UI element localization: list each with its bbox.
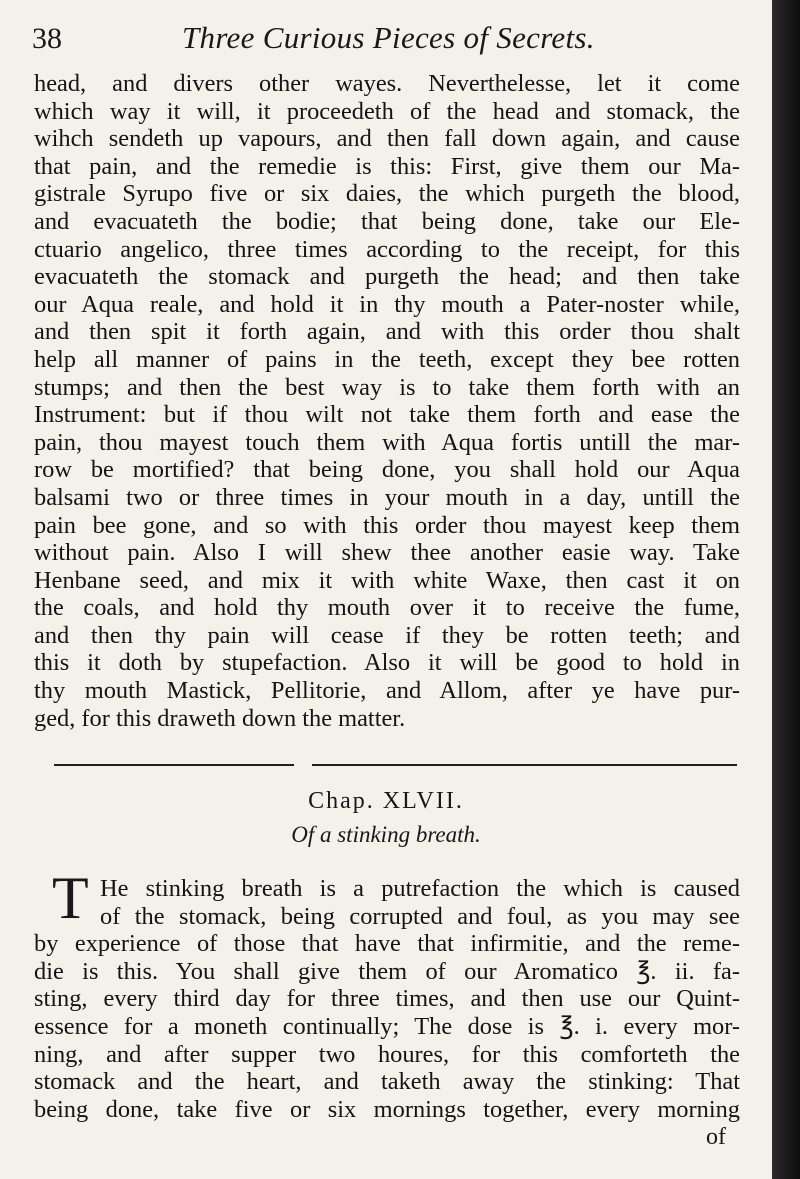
chapter-heading: Chap. XLVII. — [308, 788, 464, 814]
text-line: ged, for this draweth down the matter. — [34, 704, 406, 732]
text-line: our Aqua reale, and hold it in thy mouth a Pater-noster while, — [34, 290, 740, 318]
text-line: that pain, and the remedie is this: First, give them our Ma- — [34, 152, 740, 180]
drop-cap: T — [52, 865, 89, 931]
text-line: evacuateth the stomack and purgeth the head; and then take — [34, 263, 740, 291]
text-line: stomack and the heart, and taketh away the stinking: That — [34, 1068, 740, 1096]
text-line: Instrument: but if thou wilt not take them forth and ease the — [34, 401, 740, 429]
catchword: of — [706, 1124, 726, 1150]
text-line: stumps; and then the best way is to take them forth with an — [34, 373, 740, 401]
text-line: of the stomack, being corrupted and foul, as you may see — [100, 902, 740, 930]
text-line: row be mortified? that being done, you shall hold our Aqua — [34, 456, 740, 484]
text-line: ning, and after supper two houres, for this comforteth the — [34, 1040, 740, 1068]
text-line: Henbane seed, and mix it with white Waxe, then cast it on — [34, 566, 740, 594]
text-line: by experience of those that have that infirmitie, and the reme- — [34, 930, 740, 958]
section-rule-right — [312, 764, 737, 766]
text-line: balsami two or three times in your mouth in a day, untill the — [34, 483, 740, 511]
text-line: pain, thou mayest touch them with Aqua fortis untill the mar- — [34, 428, 740, 456]
page-header — [32, 14, 762, 66]
text-line: help all manner of pains in the teeth, except they bee rotten — [34, 345, 740, 373]
chapter-subtitle: Of a stinking breath. — [291, 822, 481, 847]
body-text-continued — [34, 70, 740, 732]
text-line: without pain. Also I will shew thee another easie way. Take — [34, 539, 740, 567]
text-line: which way it will, it proceedeth of the head and stomack, the — [34, 97, 740, 125]
page-gutter — [772, 0, 800, 1179]
running-head: Three Curious Pieces of Secrets. — [182, 20, 595, 55]
text-line: and then thy pain will cease if they be rotten teeth; and — [34, 621, 740, 649]
text-line: being done, take five or six mornings together, every morning — [34, 1095, 740, 1123]
section-rule-left — [54, 764, 294, 766]
body-text-chapter — [34, 875, 740, 1123]
text-line: essence for a moneth continually; The dose is ℥. i. every mor- — [34, 1012, 740, 1040]
text-line: He stinking breath is a putrefaction the which is caused — [100, 875, 740, 902]
text-line: the coals, and hold thy mouth over it to receive the fume, — [34, 594, 740, 622]
text-line: thy mouth Mastick, Pellitorie, and Allom, after ye have pur- — [34, 677, 740, 705]
text-line: gistrale Syrupo five or six daies, the which purgeth the blood, — [34, 180, 740, 208]
text-line: and then spit it forth again, and with this order thou shalt — [34, 318, 740, 346]
text-line: head, and divers other wayes. Neverthelesse, let it come — [34, 70, 740, 97]
page-number: 38 — [32, 22, 62, 55]
text-line: and evacuateth the bodie; that being done, take our Ele- — [34, 207, 740, 235]
text-line: this it doth by stupefaction. Also it will be good to hold in — [34, 649, 740, 677]
text-line: wihch sendeth up vapours, and then fall down again, and cause — [34, 125, 740, 153]
text-line: pain bee gone, and so with this order thou mayest keep them — [34, 511, 740, 539]
text-line: ctuario angelico, three times according to the receipt, for this — [34, 235, 740, 263]
text-line: die is this. You shall give them of our Aromatico ℥. ii. fa- — [34, 957, 740, 985]
text-line: sting, every third day for three times, and then use our Quint- — [34, 985, 740, 1013]
